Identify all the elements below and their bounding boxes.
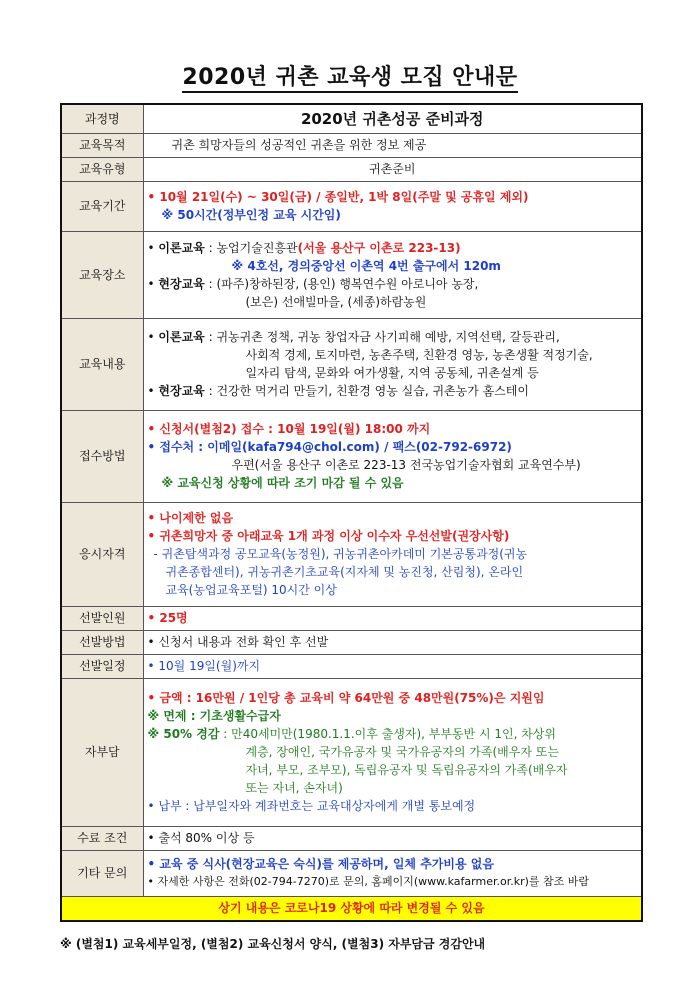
row-cost	[61, 678, 642, 826]
label-completion: 수료 조건	[61, 826, 143, 850]
cost-discount: ※ 50% 경감 : 만40세미만(1980.1.1.이후 출생자), 부부동반 시 1인, 차상위	[147, 727, 556, 741]
covid-notice-banner: 상기 내용은 코로나19 상황에 따라 변경될 수 있음	[61, 896, 642, 921]
row-period	[61, 181, 642, 231]
row-apply	[61, 410, 642, 502]
inquiry-contact: • 자세한 사항은 전화(02-794-7270)로 문의, 홈페이지(www.kafarmer.or.kr)를 참조 바람	[147, 875, 590, 888]
info-table	[60, 103, 643, 922]
cost-payment: • 납부 : 납부일자와 계좌번호는 교육대상자에게 개별 통보예정	[147, 799, 476, 813]
value-apply	[143, 410, 642, 502]
qual-courses-1: - 귀촌탐색과정 공모교육(농정원), 귀농귀촌아카데미 기본공통과정(귀농	[153, 547, 528, 561]
row-schedule	[61, 654, 642, 678]
value-type: 귀촌준비	[143, 157, 642, 181]
row-place	[61, 231, 642, 318]
row-banner	[61, 896, 642, 921]
value-period	[143, 181, 642, 231]
content-line-3: 일자리 탐색, 문화와 여가생활, 지역 공동체, 귀촌설계 등	[245, 366, 539, 380]
value-content	[143, 318, 642, 410]
place-field: • 현장교육 : (파주)창하된장, (용인) 행복연수원 아로니아 농장,	[147, 276, 479, 291]
row-headcount	[61, 606, 642, 630]
value-place	[143, 231, 642, 318]
label-cost: 자부담	[61, 678, 143, 826]
row-purpose	[61, 133, 642, 157]
label-period: 교육기간	[61, 181, 143, 231]
apply-note: ※ 교육신청 상황에 따라 조기 마감 될 수 있음	[161, 476, 404, 490]
row-inquiry	[61, 850, 642, 896]
row-type	[61, 157, 642, 181]
cost-discount-3: 자녀, 부모, 조부모), 독립유공자 및 독립유공자의 가족(배우자	[245, 763, 568, 777]
period-dates: • 10월 21일(수) ~ 30일(금) / 종일반, 1박 8일(주말 및 공휴일 제외)	[147, 190, 529, 204]
value-inquiry	[143, 850, 642, 896]
label-place: 교육장소	[61, 231, 143, 318]
content-theory: • 이론교육 : 귀농귀촌 정책, 귀농 창업자금 사기피해 예방, 지역선택, 갈등관리,	[147, 330, 560, 344]
page-title: 2020년 귀촌 교육생 모집 안내문	[0, 60, 700, 91]
label-apply: 접수방법	[61, 410, 143, 502]
place-field-2: (보은) 선애빌마을, (세종)하람농원	[245, 294, 427, 309]
apply-deadline: • 신청서(별첨2) 접수 : 10월 19일(월) 18:00 까지	[147, 422, 431, 436]
value-course-name: 2020년 귀촌성공 준비과정	[143, 104, 642, 133]
row-qualification	[61, 502, 642, 606]
label-inquiry: 기타 문의	[61, 850, 143, 896]
label-headcount: 선발인원	[61, 606, 143, 630]
qual-courses-3: 교육(농업교육포털) 10시간 이상	[165, 583, 337, 597]
qual-courses-2: 귀촌종합센터), 귀농귀촌기초교육(지자체 및 농진청, 산림청), 온라인	[165, 565, 524, 579]
row-course-name	[61, 104, 642, 133]
value-selection: • 신청서 내용과 전화 확인 후 선발	[143, 630, 642, 654]
value-qualification	[143, 502, 642, 606]
value-cost	[143, 678, 642, 826]
value-purpose: 귀촌 희망자들의 성공적인 귀촌을 위한 정보 제공	[143, 133, 642, 157]
apply-contact: • 접수처 : 이메일(kafa794@chol.com) / 팩스(02-792-6972)	[147, 440, 512, 454]
period-hours: ※ 50시간(정부인정 교육 시간임)	[161, 208, 341, 222]
content-field: • 현장교육 : 건강한 먹거리 만들기, 친환경 영농 실습, 귀촌농가 홈스테이	[147, 384, 529, 398]
inquiry-meals: • 교육 중 식사(현장교육은 숙식)를 제공하며, 일체 추가비용 없음	[147, 857, 494, 871]
label-content: 교육내용	[61, 318, 143, 410]
label-purpose: 교육목적	[61, 133, 143, 157]
label-schedule: 선발일정	[61, 654, 143, 678]
cost-exempt: ※ 면제 : 기초생활수급자	[147, 709, 281, 723]
value-completion: • 출석 80% 이상 등	[143, 826, 642, 850]
row-completion	[61, 826, 642, 850]
content-line-2: 사회적 경제, 토지마련, 농촌주택, 친환경 영농, 농촌생활 적정기술,	[245, 348, 593, 362]
qual-priority: • 귀촌희망자 중 아래교육 1개 과정 이상 이수자 우선선발(권장사항)	[147, 529, 510, 543]
apply-mail: 우편(서울 용산구 이촌로 223-13 전국농업기술자협회 교육연수부)	[231, 458, 581, 472]
label-type: 교육유형	[61, 157, 143, 181]
value-schedule: • 10월 19일(월)까지	[143, 654, 642, 678]
attachments-footnote: ※ (별첨1) 교육세부일정, (별첨2) 교육신청서 양식, (별첨3) 자부담금 경감안내	[60, 937, 486, 951]
cost-discount-4: 또는 자녀, 손자녀)	[245, 781, 343, 795]
place-subway: ※ 4호선, 경의중앙선 이촌역 4번 출구에서 120m	[231, 258, 501, 273]
value-headcount: • 25명	[143, 606, 642, 630]
label-selection: 선발방법	[61, 630, 143, 654]
row-content	[61, 318, 642, 410]
label-course-name: 과정명	[61, 104, 143, 133]
cost-discount-2: 계층, 장애인, 국가유공자 및 국가유공자의 가족(배우자 또는	[245, 745, 559, 759]
cost-amount: • 금액 : 16만원 / 1인당 총 교육비 약 64만원 중 48만원(75%)은 지원임	[147, 691, 545, 705]
label-qualification: 응시자격	[61, 502, 143, 606]
row-selection	[61, 630, 642, 654]
qual-age: • 나이제한 없음	[147, 511, 234, 525]
place-theory: • 이론교육 : 농업기술진흥관(서울 용산구 이촌로 223-13)	[147, 240, 461, 255]
